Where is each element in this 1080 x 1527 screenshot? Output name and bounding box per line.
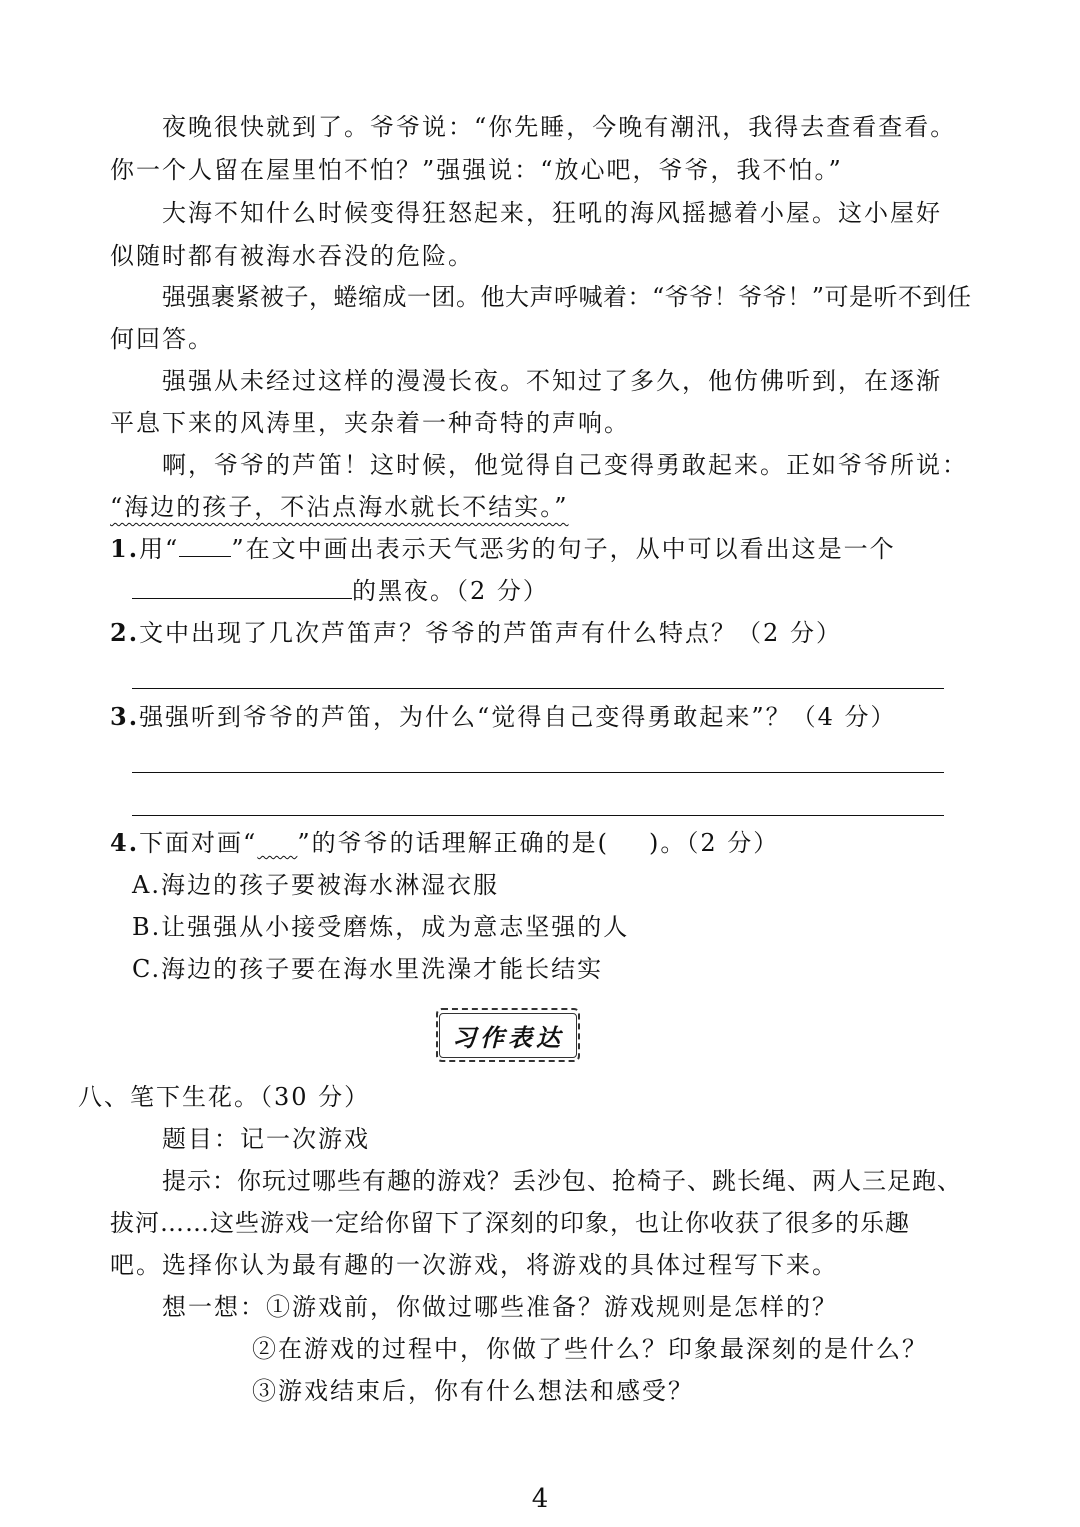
question-4 bbox=[110, 826, 779, 860]
wavy-mark-sample bbox=[257, 826, 297, 860]
line-mark-sample bbox=[179, 532, 231, 557]
passage-line: 啊，爷爷的芦笛！这时候，他觉得自己变得勇敢起来。正如爷爷所说： bbox=[162, 451, 968, 479]
question-number: 3. bbox=[110, 702, 140, 731]
question-text: 文中出现了几次芦笛声？爷爷的芦笛声有什么特点？（2 分） bbox=[139, 619, 842, 647]
answer-line[interactable] bbox=[132, 815, 944, 816]
composition-hint: 提示：你玩过哪些有趣的游戏？丢沙包、抢椅子、跳长绳、两人三足跑、 bbox=[162, 1167, 962, 1195]
composition-heading: 八、笔下生花。（30 分） bbox=[78, 1083, 371, 1111]
answer-blank[interactable] bbox=[132, 574, 352, 599]
question-text: )。（2 分） bbox=[648, 829, 780, 857]
composition-topic: 题目：记一次游戏 bbox=[162, 1125, 370, 1153]
page-number: 4 bbox=[531, 1484, 549, 1514]
passage-line: 强强裹紧被子，蜷缩成一团。他大声呼喊着：“爷爷！爷爷！”可是听不到任 bbox=[162, 283, 972, 311]
passage-line: 平息下来的风涛里，夹杂着一种奇特的声响。 bbox=[110, 409, 630, 437]
question-number: 4. bbox=[110, 828, 140, 857]
question-number: 2. bbox=[110, 618, 140, 647]
passage-line: 何回答。 bbox=[110, 325, 214, 353]
option-c: C.海边的孩子要在海水里洗澡才能长结实 bbox=[132, 955, 604, 983]
question-text: 强强听到爷爷的芦笛，为什么“觉得自己变得勇敢起来”？（4 分） bbox=[139, 703, 897, 731]
answer-line[interactable] bbox=[132, 688, 944, 689]
passage-line: 似随时都有被海水吞没的危险。 bbox=[110, 242, 474, 270]
question-text: 下面对画“ bbox=[139, 829, 258, 857]
question-number: 1. bbox=[110, 534, 140, 563]
passage-line: 夜晚很快就到了。爷爷说：“你先睡，今晚有潮汛，我得去查看查看。 bbox=[162, 113, 957, 141]
question-text: ”在文中画出表示天气恶劣的句子，从中可以看出这是一个 bbox=[231, 535, 896, 563]
question-1-cont bbox=[132, 574, 549, 608]
passage-line: 大海不知什么时候变得狂怒起来，狂吼的海风摇撼着小屋。这小屋好 bbox=[162, 199, 942, 227]
question-3 bbox=[110, 700, 897, 734]
wavy-underlined-quote: “海边的孩子，不沾点海水就长不结实。” bbox=[110, 493, 569, 521]
think-item: 想一想：①游戏前，你做过哪些准备？游戏规则是怎样的？ bbox=[162, 1293, 838, 1321]
passage-line: 强强从未经过这样的漫漫长夜。不知过了多久，他仿佛听到，在逐渐 bbox=[162, 367, 942, 395]
option-b: B.让强强从小接受磨炼，成为意志坚强的人 bbox=[132, 913, 630, 941]
question-1 bbox=[110, 532, 896, 566]
composition-hint: 吧。选择你认为最有趣的一次游戏，将游戏的具体过程写下来。 bbox=[110, 1251, 838, 1279]
think-item: ②在游戏的过程中，你做了些什么？印象最深刻的是什么？ bbox=[252, 1335, 928, 1363]
section-title: 习作表达 bbox=[439, 1013, 577, 1058]
option-a: A.海边的孩子要被海水淋湿衣服 bbox=[132, 871, 499, 899]
section-title-box bbox=[436, 1008, 580, 1062]
question-text: 用“ bbox=[139, 535, 180, 563]
question-text: 的黑夜。（2 分） bbox=[352, 577, 549, 605]
question-text: ”的爷爷的话理解正确的是( bbox=[297, 829, 609, 857]
passage-line: 你一个人留在屋里怕不怕？”强强说：“放心吧，爷爷，我不怕。” bbox=[110, 156, 843, 184]
composition-hint: 拔河……这些游戏一定给你留下了深刻的印象，也让你收获了很多的乐趣 bbox=[110, 1209, 910, 1237]
think-item: ③游戏结束后，你有什么想法和感受？ bbox=[252, 1377, 694, 1405]
question-2 bbox=[110, 616, 842, 650]
answer-line[interactable] bbox=[132, 772, 944, 773]
